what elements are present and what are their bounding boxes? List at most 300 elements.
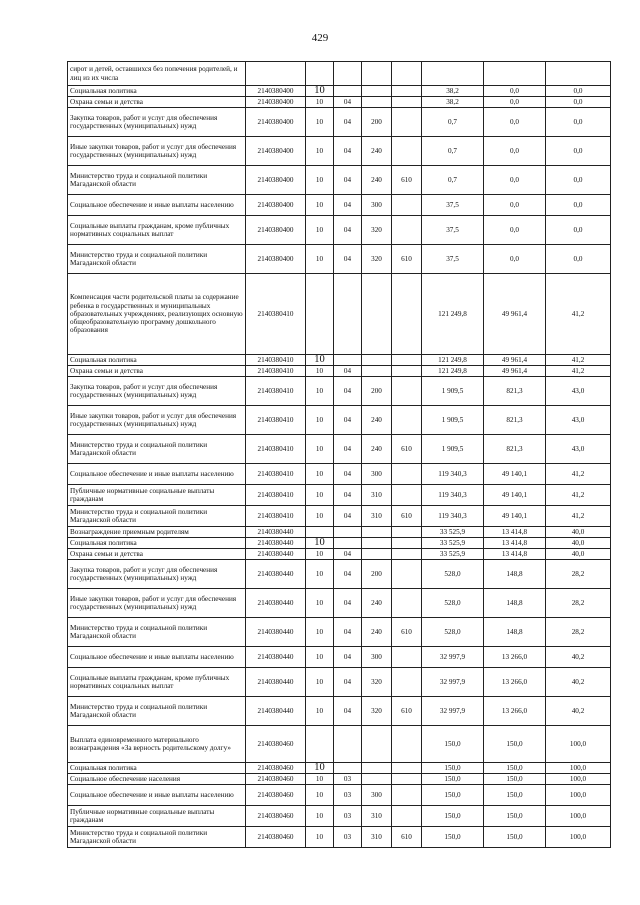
cell-podrazdel: 04: [334, 166, 362, 195]
cell-razdel: 10: [306, 763, 334, 774]
cell-code: 2140380460: [246, 726, 306, 763]
cell-name: Социальные выплаты гражданам, кроме публичных нормативных социальных выплат: [68, 216, 246, 245]
cell-podrazdel: 03: [334, 774, 362, 785]
cell-razdel: 10: [306, 827, 334, 848]
cell-name: Социальное обеспечение и иные выплаты населению: [68, 464, 246, 485]
table-row: [68, 195, 611, 216]
cell-vid-rashodov: 240: [362, 435, 392, 464]
cell-razdel: 10: [306, 245, 334, 274]
cell-percent: 41,2: [546, 506, 611, 527]
cell-code: 2140380460: [246, 785, 306, 806]
cell-grbs: [392, 549, 422, 560]
table-row: [68, 506, 611, 527]
cell-percent: 0,0: [546, 137, 611, 166]
cell-code: 2140380440: [246, 560, 306, 589]
table-row: [68, 549, 611, 560]
cell-name: Министерство труда и социальной политики Магаданской области: [68, 166, 246, 195]
cell-code: 2140380440: [246, 668, 306, 697]
cell-percent: 41,2: [546, 464, 611, 485]
cell-code: 2140380410: [246, 355, 306, 366]
cell-razdel: 10: [306, 538, 334, 549]
cell-plan: 33 525,9: [422, 538, 484, 549]
cell-podrazdel: 04: [334, 137, 362, 166]
cell-name: Закупка товаров, работ и услуг для обеспечения государственных (муниципальных) нужд: [68, 377, 246, 406]
cell-name: Публичные нормативные социальные выплаты гражданам: [68, 806, 246, 827]
cell-podrazdel: 04: [334, 195, 362, 216]
table-row: [68, 62, 611, 86]
cell-vid-rashodov: 200: [362, 377, 392, 406]
cell-vid-rashodov: 300: [362, 464, 392, 485]
cell-code: 2140380410: [246, 406, 306, 435]
cell-percent: 0,0: [546, 216, 611, 245]
cell-percent: 0,0: [546, 166, 611, 195]
table-row: [68, 108, 611, 137]
cell-fact: 148,8: [484, 618, 546, 647]
cell-plan: 1 909,5: [422, 377, 484, 406]
cell-fact: 148,8: [484, 560, 546, 589]
cell-code: 2140380440: [246, 589, 306, 618]
cell-razdel: [306, 274, 334, 355]
cell-plan: 121 249,8: [422, 274, 484, 355]
cell-grbs: 610: [392, 245, 422, 274]
cell-vid-rashodov: [362, 527, 392, 538]
cell-fact: 0,0: [484, 137, 546, 166]
cell-percent: 40,0: [546, 538, 611, 549]
cell-percent: 43,0: [546, 377, 611, 406]
cell-code: 2140380460: [246, 763, 306, 774]
cell-grbs: [392, 560, 422, 589]
cell-razdel: 10: [306, 668, 334, 697]
cell-name: Министерство труда и социальной политики Магаданской области: [68, 435, 246, 464]
cell-fact: 0,0: [484, 166, 546, 195]
cell-plan: 1 909,5: [422, 435, 484, 464]
cell-razdel: 10: [306, 647, 334, 668]
cell-code: 2140380410: [246, 366, 306, 377]
cell-plan: 1 909,5: [422, 406, 484, 435]
cell-vid-rashodov: 240: [362, 406, 392, 435]
cell-name: Закупка товаров, работ и услуг для обеспечения государственных (муниципальных) нужд: [68, 560, 246, 589]
cell-code: 2140380400: [246, 97, 306, 108]
cell-code: 2140380410: [246, 485, 306, 506]
cell-code: 2140380400: [246, 245, 306, 274]
cell-podrazdel: [334, 86, 362, 97]
cell-percent: 43,0: [546, 406, 611, 435]
cell-plan: 32 997,9: [422, 668, 484, 697]
table-row: [68, 647, 611, 668]
cell-razdel: 10: [306, 86, 334, 97]
cell-code: 2140380460: [246, 827, 306, 848]
cell-code: 2140380440: [246, 527, 306, 538]
cell-podrazdel: 03: [334, 827, 362, 848]
cell-plan: 119 340,3: [422, 506, 484, 527]
cell-grbs: [392, 108, 422, 137]
cell-fact: 148,8: [484, 589, 546, 618]
cell-code: 2140380440: [246, 697, 306, 726]
table-row: [68, 274, 611, 355]
cell-vid-rashodov: 300: [362, 647, 392, 668]
cell-plan: [422, 62, 484, 86]
cell-podrazdel: 04: [334, 464, 362, 485]
cell-vid-rashodov: 310: [362, 827, 392, 848]
cell-percent: 100,0: [546, 774, 611, 785]
cell-vid-rashodov: [362, 549, 392, 560]
table-row: [68, 245, 611, 274]
cell-percent: 40,0: [546, 527, 611, 538]
table-row: [68, 618, 611, 647]
cell-grbs: 610: [392, 827, 422, 848]
cell-razdel: 10: [306, 485, 334, 506]
table-row: [68, 527, 611, 538]
cell-podrazdel: 03: [334, 806, 362, 827]
cell-podrazdel: 04: [334, 245, 362, 274]
cell-fact: 0,0: [484, 86, 546, 97]
cell-fact: [484, 62, 546, 86]
cell-podrazdel: 04: [334, 560, 362, 589]
cell-podrazdel: 04: [334, 589, 362, 618]
cell-grbs: 610: [392, 697, 422, 726]
cell-fact: 49 961,4: [484, 355, 546, 366]
cell-razdel: [306, 726, 334, 763]
table-row: [68, 137, 611, 166]
cell-code: 2140380440: [246, 549, 306, 560]
cell-fact: 49 961,4: [484, 274, 546, 355]
cell-vid-rashodov: 320: [362, 668, 392, 697]
cell-vid-rashodov: [362, 538, 392, 549]
table-row: [68, 355, 611, 366]
cell-code: 2140380400: [246, 166, 306, 195]
cell-name: Социальные выплаты гражданам, кроме публичных нормативных социальных выплат: [68, 668, 246, 697]
cell-fact: 13 414,8: [484, 538, 546, 549]
cell-podrazdel: 04: [334, 668, 362, 697]
cell-grbs: [392, 763, 422, 774]
table-row: [68, 97, 611, 108]
cell-vid-rashodov: [362, 62, 392, 86]
cell-vid-rashodov: [362, 274, 392, 355]
table-row: [68, 485, 611, 506]
cell-plan: 528,0: [422, 560, 484, 589]
cell-vid-rashodov: [362, 774, 392, 785]
cell-podrazdel: 04: [334, 406, 362, 435]
cell-vid-rashodov: 240: [362, 137, 392, 166]
cell-grbs: [392, 527, 422, 538]
cell-name: Социальное обеспечение и иные выплаты населению: [68, 195, 246, 216]
cell-name: Иные закупки товаров, работ и услуг для обеспечения государственных (муниципальных) нужд: [68, 589, 246, 618]
cell-grbs: [392, 216, 422, 245]
cell-vid-rashodov: 310: [362, 506, 392, 527]
cell-vid-rashodov: 310: [362, 806, 392, 827]
cell-fact: 0,0: [484, 245, 546, 274]
page-number: 429: [311, 32, 329, 44]
cell-plan: 121 249,8: [422, 366, 484, 377]
cell-razdel: 10: [306, 589, 334, 618]
cell-vid-rashodov: [362, 355, 392, 366]
cell-name: Компенсация части родительской платы за содержание ребенка в государственных и муниципальных образовательных учреждениях, реализующих основную общеобразовательную программу дошкольного образования: [68, 274, 246, 355]
cell-name: Иные закупки товаров, работ и услуг для обеспечения государственных (муниципальных) нужд: [68, 406, 246, 435]
cell-razdel: 10: [306, 137, 334, 166]
cell-code: 2140380400: [246, 86, 306, 97]
cell-grbs: [392, 774, 422, 785]
cell-code: [246, 62, 306, 86]
table-row: [68, 827, 611, 848]
cell-grbs: [392, 377, 422, 406]
cell-podrazdel: [334, 763, 362, 774]
cell-grbs: [392, 538, 422, 549]
cell-podrazdel: 04: [334, 647, 362, 668]
cell-fact: 13 414,8: [484, 527, 546, 538]
cell-percent: 28,2: [546, 618, 611, 647]
cell-fact: 821,3: [484, 377, 546, 406]
cell-plan: 38,2: [422, 97, 484, 108]
cell-grbs: [392, 195, 422, 216]
cell-podrazdel: [334, 62, 362, 86]
cell-plan: 119 340,3: [422, 464, 484, 485]
cell-fact: 0,0: [484, 97, 546, 108]
cell-podrazdel: 04: [334, 216, 362, 245]
cell-name: Министерство труда и социальной политики Магаданской области: [68, 697, 246, 726]
table-row: [68, 589, 611, 618]
cell-grbs: [392, 668, 422, 697]
cell-name: Публичные нормативные социальные выплаты гражданам: [68, 485, 246, 506]
cell-podrazdel: 04: [334, 506, 362, 527]
cell-razdel: 10: [306, 435, 334, 464]
cell-code: 2140380460: [246, 806, 306, 827]
table-row: [68, 785, 611, 806]
cell-code: 2140380440: [246, 538, 306, 549]
table-row: [68, 86, 611, 97]
cell-code: 2140380400: [246, 216, 306, 245]
cell-fact: 821,3: [484, 406, 546, 435]
table-row: [68, 560, 611, 589]
cell-fact: 150,0: [484, 806, 546, 827]
cell-name: Социальная политика: [68, 86, 246, 97]
cell-name: Социальная политика: [68, 763, 246, 774]
cell-plan: 528,0: [422, 618, 484, 647]
table-row: [68, 774, 611, 785]
cell-razdel: 10: [306, 216, 334, 245]
cell-razdel: 10: [306, 806, 334, 827]
table-row: [68, 763, 611, 774]
cell-podrazdel: [334, 726, 362, 763]
cell-podrazdel: [334, 274, 362, 355]
cell-podrazdel: 04: [334, 108, 362, 137]
cell-percent: 0,0: [546, 97, 611, 108]
cell-code: 2140380410: [246, 506, 306, 527]
cell-percent: 0,0: [546, 195, 611, 216]
cell-plan: 37,5: [422, 195, 484, 216]
cell-razdel: 10: [306, 785, 334, 806]
cell-razdel: 10: [306, 464, 334, 485]
cell-plan: 150,0: [422, 763, 484, 774]
cell-podrazdel: [334, 355, 362, 366]
cell-fact: 13 266,0: [484, 697, 546, 726]
cell-vid-rashodov: [362, 86, 392, 97]
cell-percent: [546, 62, 611, 86]
cell-grbs: 610: [392, 506, 422, 527]
cell-plan: 150,0: [422, 785, 484, 806]
cell-razdel: 10: [306, 355, 334, 366]
cell-plan: 150,0: [422, 806, 484, 827]
cell-razdel: 10: [306, 406, 334, 435]
cell-razdel: 10: [306, 195, 334, 216]
cell-razdel: 10: [306, 506, 334, 527]
cell-podrazdel: 04: [334, 549, 362, 560]
cell-percent: 28,2: [546, 560, 611, 589]
cell-code: 2140380410: [246, 377, 306, 406]
table-row: [68, 538, 611, 549]
cell-razdel: 10: [306, 697, 334, 726]
cell-name: Охрана семьи и детства: [68, 366, 246, 377]
cell-grbs: [392, 274, 422, 355]
cell-plan: 38,2: [422, 86, 484, 97]
cell-grbs: [392, 97, 422, 108]
cell-razdel: 10: [306, 108, 334, 137]
cell-plan: 0,7: [422, 137, 484, 166]
cell-grbs: [392, 806, 422, 827]
cell-fact: 0,0: [484, 108, 546, 137]
cell-percent: 41,2: [546, 366, 611, 377]
cell-name: Социальная политика: [68, 355, 246, 366]
cell-vid-rashodov: [362, 97, 392, 108]
cell-vid-rashodov: 320: [362, 216, 392, 245]
cell-code: 2140380410: [246, 464, 306, 485]
cell-plan: 150,0: [422, 827, 484, 848]
cell-vid-rashodov: 240: [362, 618, 392, 647]
cell-percent: 100,0: [546, 763, 611, 774]
cell-plan: 0,7: [422, 108, 484, 137]
table-row: [68, 697, 611, 726]
table-row: [68, 377, 611, 406]
cell-plan: 0,7: [422, 166, 484, 195]
cell-grbs: [392, 785, 422, 806]
cell-code: 2140380400: [246, 137, 306, 166]
cell-code: 2140380460: [246, 774, 306, 785]
cell-fact: 13 266,0: [484, 668, 546, 697]
budget-table: [67, 61, 611, 848]
cell-plan: 33 525,9: [422, 527, 484, 538]
cell-percent: 28,2: [546, 589, 611, 618]
cell-vid-rashodov: [362, 366, 392, 377]
cell-percent: 43,0: [546, 435, 611, 464]
cell-fact: 150,0: [484, 785, 546, 806]
cell-vid-rashodov: 310: [362, 485, 392, 506]
cell-percent: 41,2: [546, 485, 611, 506]
cell-podrazdel: 04: [334, 366, 362, 377]
cell-percent: 0,0: [546, 108, 611, 137]
table-row: [68, 366, 611, 377]
cell-razdel: 10: [306, 618, 334, 647]
cell-fact: 49 140,1: [484, 485, 546, 506]
cell-vid-rashodov: 240: [362, 166, 392, 195]
cell-name: Социальное обеспечение и иные выплаты населению: [68, 647, 246, 668]
cell-podrazdel: [334, 538, 362, 549]
cell-percent: 41,2: [546, 355, 611, 366]
cell-podrazdel: [334, 527, 362, 538]
cell-plan: 528,0: [422, 589, 484, 618]
cell-plan: 119 340,3: [422, 485, 484, 506]
cell-plan: 32 997,9: [422, 647, 484, 668]
cell-plan: 33 525,9: [422, 549, 484, 560]
cell-percent: 40,2: [546, 647, 611, 668]
cell-percent: 0,0: [546, 245, 611, 274]
cell-grbs: [392, 355, 422, 366]
cell-grbs: [392, 406, 422, 435]
cell-percent: 0,0: [546, 86, 611, 97]
cell-name: Министерство труда и социальной политики Магаданской области: [68, 506, 246, 527]
cell-percent: 41,2: [546, 274, 611, 355]
cell-name: Вознаграждение приемным родителям: [68, 527, 246, 538]
cell-name: Министерство труда и социальной политики Магаданской области: [68, 245, 246, 274]
cell-podrazdel: 04: [334, 697, 362, 726]
cell-fact: 49 140,1: [484, 464, 546, 485]
cell-fact: 49 961,4: [484, 366, 546, 377]
cell-plan: 32 997,9: [422, 697, 484, 726]
cell-code: 2140380410: [246, 274, 306, 355]
cell-vid-rashodov: 300: [362, 195, 392, 216]
cell-grbs: [392, 137, 422, 166]
cell-vid-rashodov: [362, 763, 392, 774]
cell-razdel: 10: [306, 774, 334, 785]
cell-vid-rashodov: 320: [362, 245, 392, 274]
cell-grbs: 610: [392, 618, 422, 647]
cell-code: 2140380440: [246, 647, 306, 668]
cell-razdel: 10: [306, 377, 334, 406]
cell-name: сирот и детей, оставшихся без попечения родителей, и лиц из их числа: [68, 62, 246, 86]
cell-razdel: 10: [306, 560, 334, 589]
cell-percent: 100,0: [546, 726, 611, 763]
cell-plan: 37,5: [422, 216, 484, 245]
cell-plan: 121 249,8: [422, 355, 484, 366]
cell-vid-rashodov: 320: [362, 697, 392, 726]
cell-fact: 13 266,0: [484, 647, 546, 668]
cell-grbs: [392, 726, 422, 763]
cell-razdel: [306, 527, 334, 538]
cell-plan: 37,5: [422, 245, 484, 274]
cell-fact: 150,0: [484, 763, 546, 774]
cell-name: Закупка товаров, работ и услуг для обеспечения государственных (муниципальных) нужд: [68, 108, 246, 137]
table-row: [68, 406, 611, 435]
cell-grbs: [392, 647, 422, 668]
cell-percent: 40,2: [546, 668, 611, 697]
cell-podrazdel: 04: [334, 485, 362, 506]
table-row: [68, 216, 611, 245]
cell-grbs: [392, 62, 422, 86]
cell-plan: 150,0: [422, 774, 484, 785]
cell-fact: 0,0: [484, 216, 546, 245]
cell-percent: 40,2: [546, 697, 611, 726]
cell-percent: 100,0: [546, 785, 611, 806]
cell-code: 2140380440: [246, 618, 306, 647]
cell-razdel: 10: [306, 366, 334, 377]
cell-name: Министерство труда и социальной политики Магаданской области: [68, 827, 246, 848]
cell-razdel: 10: [306, 166, 334, 195]
cell-fact: 821,3: [484, 435, 546, 464]
cell-code: 2140380400: [246, 108, 306, 137]
cell-vid-rashodov: 200: [362, 560, 392, 589]
cell-podrazdel: 04: [334, 618, 362, 647]
cell-vid-rashodov: 200: [362, 108, 392, 137]
cell-grbs: [392, 485, 422, 506]
table-row: [68, 435, 611, 464]
cell-grbs: [392, 86, 422, 97]
cell-grbs: [392, 589, 422, 618]
cell-name: Выплата единовременного материального вознаграждения «За верность родительскому долгу»: [68, 726, 246, 763]
cell-podrazdel: 04: [334, 377, 362, 406]
cell-vid-rashodov: 240: [362, 589, 392, 618]
cell-vid-rashodov: 300: [362, 785, 392, 806]
table-row: [68, 668, 611, 697]
cell-name: Социальное обеспечение и иные выплаты населению: [68, 785, 246, 806]
cell-percent: 100,0: [546, 806, 611, 827]
